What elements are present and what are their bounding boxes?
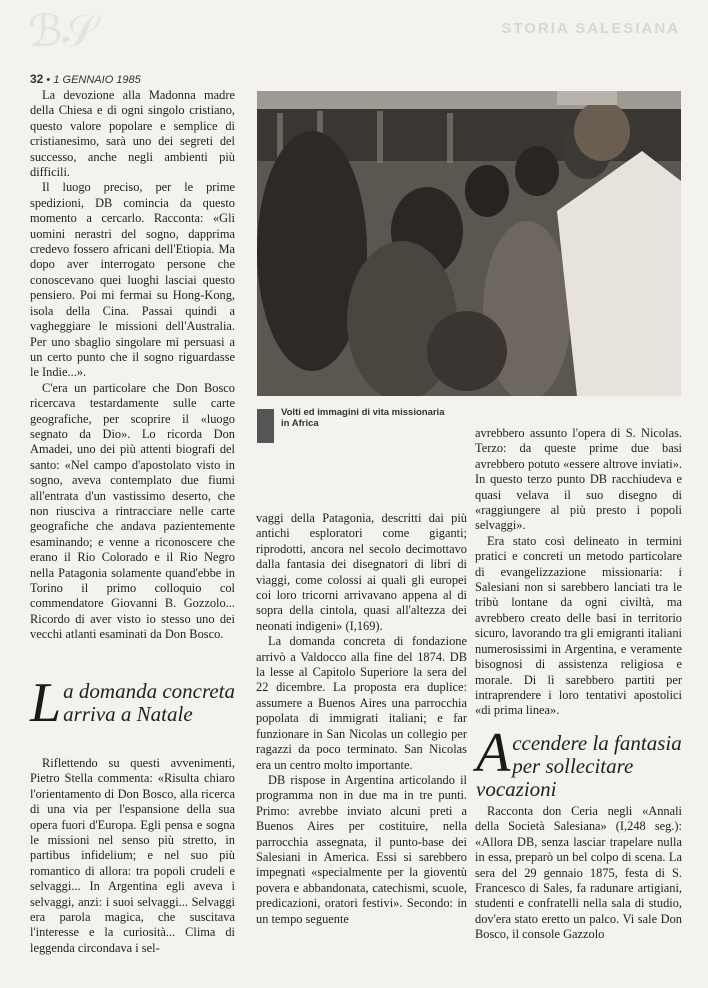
paragraph: avrebbero assunto l'opera di S. Nicolas. Terzo: da queste prime due basi avrebbero potuto «essere altrove inviati». In questo terzo punto DB racchiudeva e quasi velava il suo disegno di «raggiungere al più presto i popoli selvaggi».: [475, 426, 682, 533]
paragraph: Racconta don Ceria negli «Annali della Società Salesiana» (I,248 seg.): «Allora DB, senza lasciar trapelare nulla in essa, preparò un bel colpo di scena. La sera del 29 gennaio 1875, festa di S. Francesco di Sales, fa radunare artigiani, studenti e confratelli nella sala di studio, dov'era stato eretto un palco. Vi sale Don Bosco, il console Gazzolo: [475, 804, 682, 942]
photo-image: [257, 91, 681, 396]
separator-dot: •: [46, 74, 54, 86]
drop-cap: L: [30, 672, 62, 734]
heading-text: ccendere la fantasia per sollecitare vocazioni: [476, 731, 682, 801]
section-heading-natale: [30, 672, 240, 734]
paragraph: DB rispose in Argentina articolando il programma non in due ma in tre punti. Primo: avrebbe inviato alcuni preti a Buenos Aires per costituire, nella parrocchia assegnata, il punto-base dei Salesiani in America. Essi si sarebbero impegnati «specialmente per la gioventù povera e abbandonata, catechismi, scuole, predicazioni, oratori festivi». Secondo: in un tempo seguente: [256, 772, 467, 926]
paragraph: La devozione alla Madonna madre della Chiesa e di ogni singolo cristiano, questo valore popolare e semplice di cristianesimo, sarà uno dei segreti del successo, anche negli ambienti più difficili.: [30, 88, 235, 180]
paragraph: Riflettendo su questi avvenimenti, Pietro Stella commenta: «Risulta chiaro l'orientamento di Don Bosco, alla ricerca di una via per l'espansione della sua opera fuori d'Europa. Egli pensa e sogna le missioni nel senso più stretto, in partibus infidelium; e nel suo più romantico di allora: tra popoli crudeli e selvaggi... In Argentina egli aveva i selvaggi, anzi: i suoi selvaggi... Selvaggi era parola magica, che suscitava l'interesse e la curiosità... Clima di leggenda circondava i sel-: [30, 756, 235, 955]
paragraph: vaggi della Patagonia, descritti dai più antichi esploratori come giganti; riprodotti, ancora nel secolo decimottavo dalla fantasia dei disegnatori di libri di viaggi, come colossi ai quali gli europei coi loro tricorni arrivavano appena al di sopra della cintola, quasi all'altezza dei neonati indigeni» (I,169).: [256, 511, 467, 633]
drop-cap: A: [476, 722, 511, 784]
mission-photo: [257, 91, 681, 396]
magazine-logo-watermark: ℬ𝒮: [28, 6, 97, 57]
page-number: 32: [30, 72, 44, 86]
column-2: [256, 511, 467, 927]
paragraph: C'era un particolare che Don Bosco ricercava testardamente sulle carte geografiche, per scoprire il «luogo segnato da Dio». Lo ricorda Don Amadei, uno dei più attenti biografi del santo: «Nel campo d'apostolato visto in sogno, aveva contemplato due fiumi all'entrata d'un vastissimo deserto, che non riusciva a rintracciare nelle carte geografiche che andava pazientemente esaminando; e venne a riconoscere che erano il Rio Colorado e il Rio Negro nella Patagonia solamente quand'ebbe in Torino il primo colloquio col commendatore Giovanni B. Gozzolo... Ricordo di aver visto io stesso uno dei vecchi atlanti esaminati da Don Bosco.: [30, 380, 235, 642]
column-3: [475, 426, 682, 719]
paragraph: Era stato così delineato in termini pratici e concreti un metodo particolare di evangelizzazione missionaria: i Salesiani non si sarebbero lanciati tra le tribù lontane da ogni civiltà, ma avrebbero creato delle basi in territorio sicuro, lavorando tra gli emigranti italiani numerosissimi in Argentina, e veramente bisognosi di assistenza religiosa e morale. Di lì sarebbero partiti per intraprendere i loro tentativi apostolici «di prima linea».: [475, 533, 682, 718]
page-header: [30, 72, 141, 86]
paragraph: La domanda concreta di fondazione arrivò a Valdocco alla fine del 1874. DB la lesse al Capitolo Superiore la sera del 22 dicembre. La proposta era duplice: assumere a Buenos Aires una parrocchia popolata di immigrati italiani; e far funzionare in San Nicolas un collegio per ragazzi da poco terminato. San Nicolas era un centro molto importante.: [256, 634, 467, 772]
section-heading-fantasia: [476, 722, 686, 801]
caption-bar: [257, 409, 274, 443]
running-title: STORIA SALESIANA: [501, 20, 680, 37]
column-1-lower: [30, 756, 235, 956]
issue-date: 1 GENNAIO 1985: [53, 74, 141, 86]
caption-text: Volti ed immagini di vita missionaria in Africa: [281, 407, 445, 429]
column-1: [30, 88, 235, 643]
paragraph: Il luogo preciso, per le prime spedizioni, DB comincia da questo momento a cercarlo. Racconta: «Gli uomini nerastri del sogno, dapprima credevo fossero africani dell'Etiopia. Ma dopo aver interrogato persone che conoscevano quei luoghi lasciai questo pensiero. Poi mi fermai su Hong-Kong, isola della Cina. Passai quindi a vagheggiare le missioni dell'Australia. Per uno sbaglio singolare mi persuasi a un certo punto che il sogno riguardasse le Indie...».: [30, 180, 235, 380]
heading-text: a domanda concreta arriva a Natale: [63, 679, 236, 726]
column-3-lower: [475, 804, 682, 943]
